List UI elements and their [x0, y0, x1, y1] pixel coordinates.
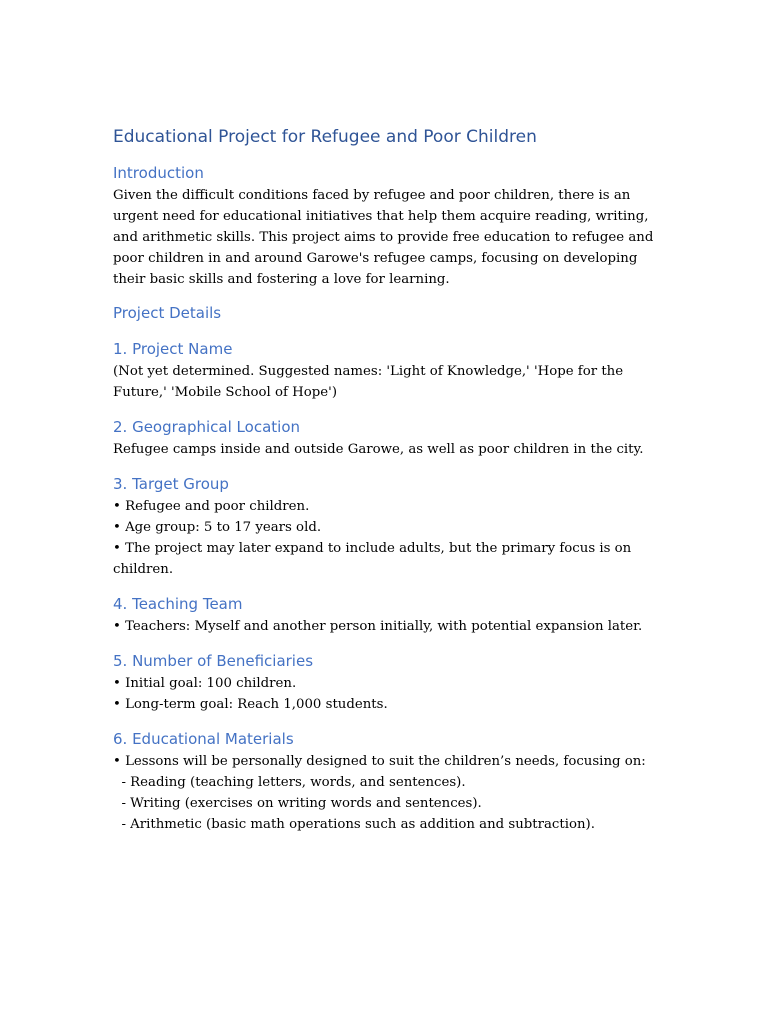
materials-heading: 6. Educational Materials	[113, 730, 294, 748]
location-heading: 2. Geographical Location	[113, 418, 301, 436]
target-group-heading: 3. Target Group	[113, 475, 229, 493]
beneficiaries-heading: 5. Number of Beneficiaries	[113, 652, 314, 670]
project-name-paragraph: (Not yet determined. Suggested names: 'Light of Knowledge,' 'Hope for the Future,' 'Mobile School of Hope')	[113, 364, 624, 400]
introduction-heading: Introduction	[113, 164, 204, 182]
document-title: Educational Project for Refugee and Poor Children	[113, 127, 537, 147]
list-item: - Arithmetic (basic math operations such as addition and subtraction).	[113, 817, 595, 832]
list-item: • Long-term goal: Reach 1,000 students.	[113, 697, 388, 712]
target-group-list	[113, 496, 658, 580]
project-name-heading: 1. Project Name	[113, 340, 233, 358]
list-item: - Writing (exercises on writing words and sentences).	[113, 796, 482, 811]
list-item: • The project may later expand to include adults, but the primary focus is on children.	[113, 541, 632, 577]
introduction-paragraph: Given the difficult conditions faced by refugee and poor children, there is an urgent need for educational initiatives that help them acquire reading, writing, and arithmetic skills. This project aims to provide free education to refugee and poor children in and around Garowe's refugee camps, focusing on developing their basic skills and fostering a love for learning.	[113, 188, 654, 287]
list-item: • Initial goal: 100 children.	[113, 676, 297, 691]
list-item: • Age group: 5 to 17 years old.	[113, 520, 322, 535]
teaching-team-heading: 4. Teaching Team	[113, 595, 243, 613]
list-item: • Refugee and poor children.	[113, 499, 310, 514]
beneficiaries-list	[113, 673, 658, 715]
project-details-heading: Project Details	[113, 304, 222, 322]
teaching-team-list	[113, 616, 658, 637]
list-item: - Reading (teaching letters, words, and sentences).	[113, 775, 466, 790]
materials-list	[113, 751, 658, 835]
list-item: • Lessons will be personally designed to suit the children’s needs, focusing on:	[113, 754, 646, 769]
location-paragraph: Refugee camps inside and outside Garowe, as well as poor children in the city.	[113, 442, 644, 457]
list-item: • Teachers: Myself and another person initially, with potential expansion later.	[113, 619, 643, 634]
